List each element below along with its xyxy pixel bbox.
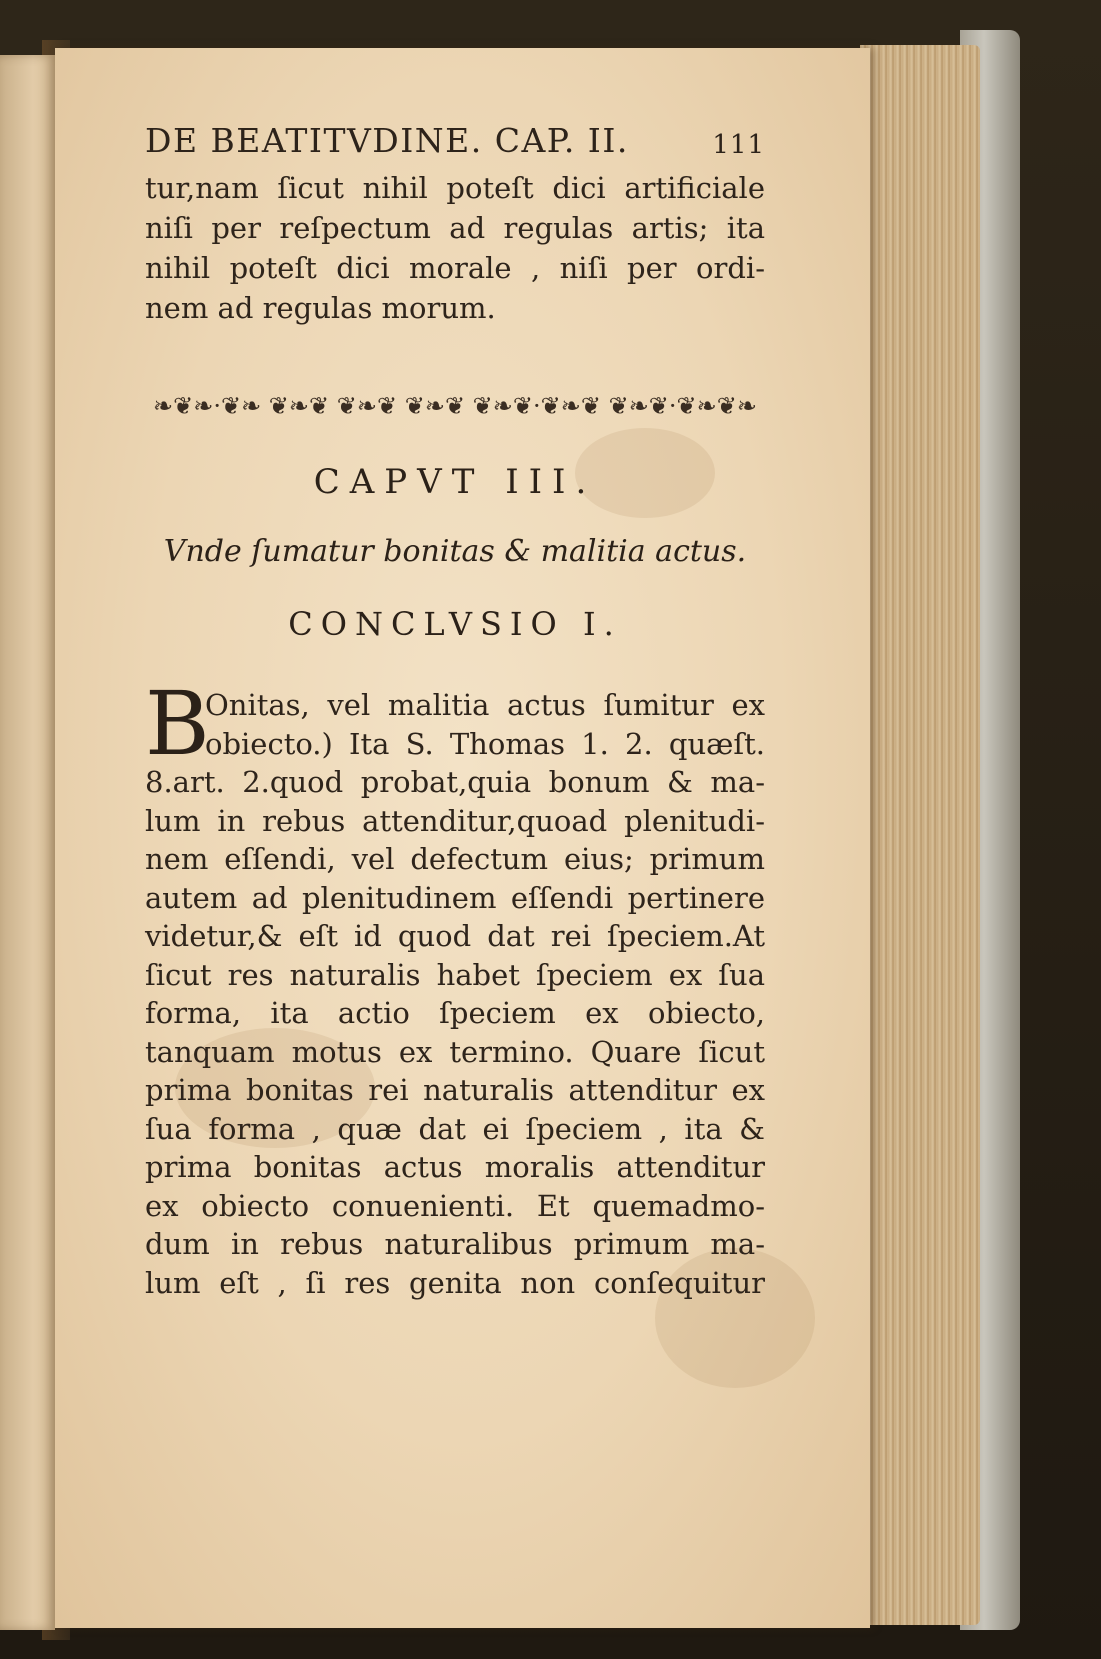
text-line: tanquam motus ex termino. Quare ſicut xyxy=(145,1034,765,1069)
text-line: 8.art. 2.quod probat,quia bonum & ma- xyxy=(145,765,765,799)
typographic-ornament: ❧❦❧·❦❧ ❦❧❦ ❦❧❦ ❦❧❦ ❦❧❦·❦❧❦ ❦❧❦·❦❧❦❧ xyxy=(153,392,757,420)
text-line: dum in rebus naturalibus primum ma- xyxy=(145,1227,765,1261)
text-line: lum in rebus attenditur,quoad plenitudi- xyxy=(145,803,765,838)
chapter-heading: CAPVT III. xyxy=(313,462,597,502)
text-line: prima bonitas rei naturalis attenditur ex xyxy=(145,1073,765,1107)
text-line: nem ad regulas morum. xyxy=(145,291,496,325)
text-line: niſi per reſpectum ad regulas artis; ita xyxy=(145,211,765,245)
text-line: ſicut res naturalis habet ſpeciem ex ſua xyxy=(145,957,765,992)
book-page xyxy=(55,48,870,1628)
left-page-edge xyxy=(0,55,55,1630)
drop-cap: B xyxy=(145,672,210,775)
text-line: obiecto.) Ita S. Thomas 1. 2. quæſt. xyxy=(205,726,765,761)
text-line: ex obiecto conuenienti. Et quemadmo- xyxy=(145,1188,765,1223)
text-block xyxy=(145,118,765,1302)
text-line: nihil poteſt dici morale , niſi per ordi- xyxy=(145,251,765,285)
body-paragraph xyxy=(145,672,765,1302)
page-edges xyxy=(860,45,980,1625)
text-line: tur,nam ſicut nihil poteſt dici artificiale xyxy=(145,171,765,205)
text-line: videtur,& eſt id quod dat rei ſpeciem.At xyxy=(145,919,765,953)
page-number: 111 xyxy=(712,130,765,160)
chapter-subtitle: Vnde ſumatur bonitas & malitia actus. xyxy=(163,534,747,569)
conclusio-heading: CONCLVSIO I. xyxy=(288,605,622,643)
text-line: lum eſt , ſi res genita non conſequitur xyxy=(145,1265,765,1300)
text-line: nem eſſendi, vel defectum eius; primum xyxy=(145,842,765,876)
text-line: autem ad plenitudinem eſſendi pertinere xyxy=(145,880,765,915)
text-line: prima bonitas actus moralis attenditur xyxy=(145,1150,765,1184)
running-head xyxy=(145,118,765,168)
running-head-title: DE BEATITVDINE. CAP. II. xyxy=(145,121,629,160)
drop-cap-lines xyxy=(205,686,765,763)
text-line: forma, ita actio ſpeciem ex obiecto, xyxy=(145,996,765,1030)
continued-paragraph xyxy=(145,168,765,328)
drop-cap-block xyxy=(145,672,765,775)
text-line: ſua forma , quæ dat ei ſpeciem , ita & xyxy=(145,1111,765,1146)
text-line: Onitas, vel malitia actus ſumitur ex xyxy=(205,688,765,722)
